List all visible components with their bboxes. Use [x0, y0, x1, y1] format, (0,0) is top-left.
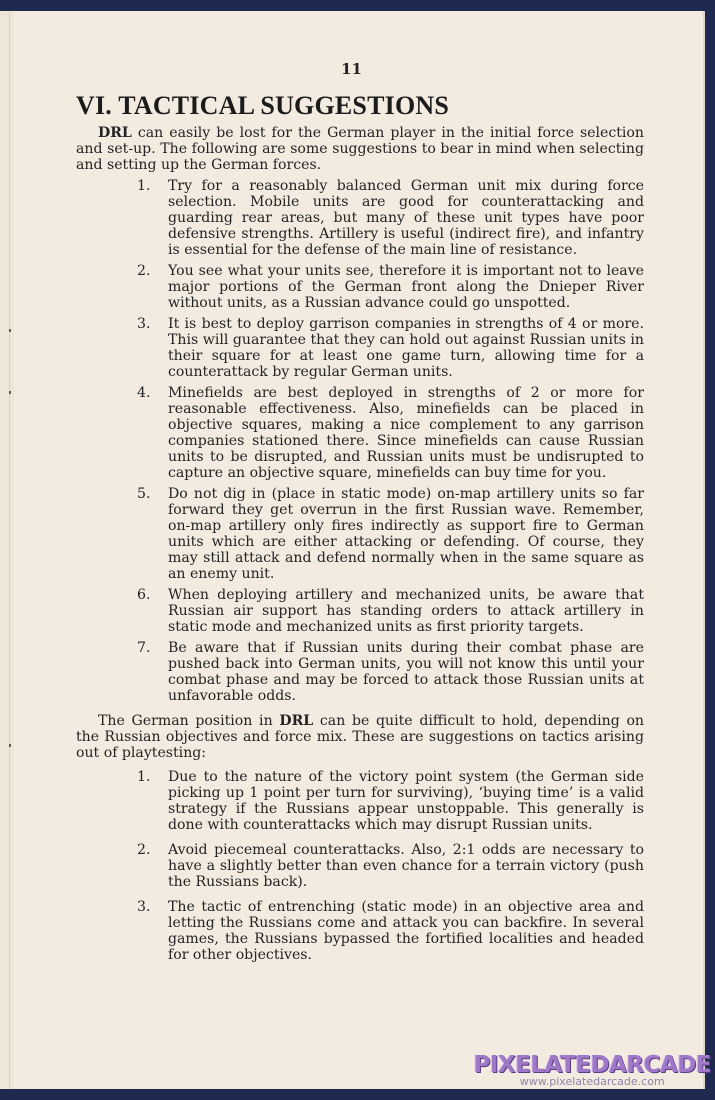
item-text: Avoid piecemeal counterattacks. Also, 2:1 odds are necessary to have a slightly better than even chance for a terrain victory (push the Russians back).	[168, 842, 644, 890]
tactics-intro-pre: The German position in	[98, 713, 280, 729]
tactics-intro-bold: DRL	[279, 713, 314, 729]
list-item	[76, 486, 644, 582]
list-item	[76, 316, 644, 380]
list-item	[76, 640, 644, 704]
item-text: The tactic of entrenching (static mode) in an objective area and letting the Russians come and attack you can backfire. In several games, the Russians bypassed the fortified localities and headed for other objectives.	[168, 899, 644, 963]
item-number: 3.	[137, 316, 151, 332]
margin-mark	[9, 744, 11, 747]
item-text: Due to the nature of the victory point system (the German side picking up 1 point per turn for surviving), ‘buying time’ is a valid strategy if the Russians appear unstoppable. This generally is done with counterattacks which may disrupt Russian units.	[168, 769, 644, 833]
item-number: 3.	[137, 899, 151, 915]
intro-bold-lead: DRL	[98, 125, 132, 141]
intro-paragraph	[76, 125, 644, 173]
section-title: VI. TACTICAL SUGGESTIONS	[76, 91, 450, 120]
page-content	[76, 91, 644, 968]
list-item	[76, 587, 644, 635]
tactics-intro-paragraph	[76, 713, 644, 761]
item-text: Do not dig in (place in static mode) on-map artillery units so far forward they get overrun in the first Russian wave. Remember, on-map artillery only fires indirectly as support fire to German units which are either attacking or defending. Of course, they may still attack and defend normally when in the same square as an enemy unit.	[168, 486, 644, 582]
list-item	[76, 899, 644, 963]
manual-page	[0, 11, 705, 1089]
item-text: You see what your units see, therefore it is important not to leave major portions of the German front along the Dnieper River without units, as a Russian advance could go unspotted.	[168, 263, 644, 311]
watermark-url: www.pixelatedarcade.com	[519, 1075, 665, 1088]
watermark	[473, 1052, 711, 1088]
item-number: 1.	[137, 178, 151, 194]
item-number: 2.	[137, 263, 151, 279]
intro-text: can easily be lost for the German player in the initial force selection and set-up. The following are some suggestions to bear in mind when selecting and setting up the German forces.	[76, 125, 644, 173]
page-fold-line	[9, 11, 10, 1089]
item-text: Minefields are best deployed in strengths of 2 or more for reasonable effectiveness. Also, minefields can be placed in objective squares, making a nice complement to any garrison companies stationed there. Since minefields can cause Russian units to be disrupted, and Russian units must be undisrupted to capture an objective square, minefields can buy time for you.	[168, 385, 644, 481]
item-text: Be aware that if Russian units during their combat phase are pushed back into German units, you will not know this until your combat phase and may be forced to attack those Russian units at unfavorable odds.	[168, 640, 644, 704]
list-item	[76, 178, 644, 258]
list-item	[76, 385, 644, 481]
item-text: When deploying artillery and mechanized units, be aware that Russian air support has standing orders to attack artillery in static mode and mechanized units as first priority targets.	[168, 587, 644, 635]
item-number: 4.	[137, 385, 151, 401]
item-number: 2.	[137, 842, 151, 858]
item-number: 5.	[137, 486, 151, 502]
tactics-intro-post: can be quite difficult to hold, depending on the Russian objectives and force mix. These are suggestions on tactics arising out of playtesting:	[76, 713, 645, 761]
item-text: It is best to deploy garrison companies in strengths of 4 or more. This will guarantee that they can hold out against Russian units in their square for at least one game turn, allowing time for a counterattack by regular German units.	[168, 316, 644, 380]
item-number: 1.	[137, 769, 151, 785]
setup-suggestions-list	[76, 178, 644, 704]
item-number: 7.	[137, 640, 151, 656]
watermark-logo: PIXELATEDARCADE	[473, 1052, 711, 1078]
list-item	[76, 769, 644, 833]
item-number: 6.	[137, 587, 151, 603]
list-item	[76, 263, 644, 311]
margin-mark	[9, 391, 11, 394]
tactics-suggestions-list	[76, 769, 644, 963]
list-item	[76, 842, 644, 890]
item-text: Try for a reasonably balanced German unit mix during force selection. Mobile units are good for counterattacking and guarding rear areas, but many of these unit types have poor defensive strengths. Artillery is useful (indirect fire), and infantry is essential for the defense of the main line of resistance.	[168, 178, 644, 258]
page-number: 11	[341, 60, 362, 78]
margin-mark	[9, 329, 11, 332]
